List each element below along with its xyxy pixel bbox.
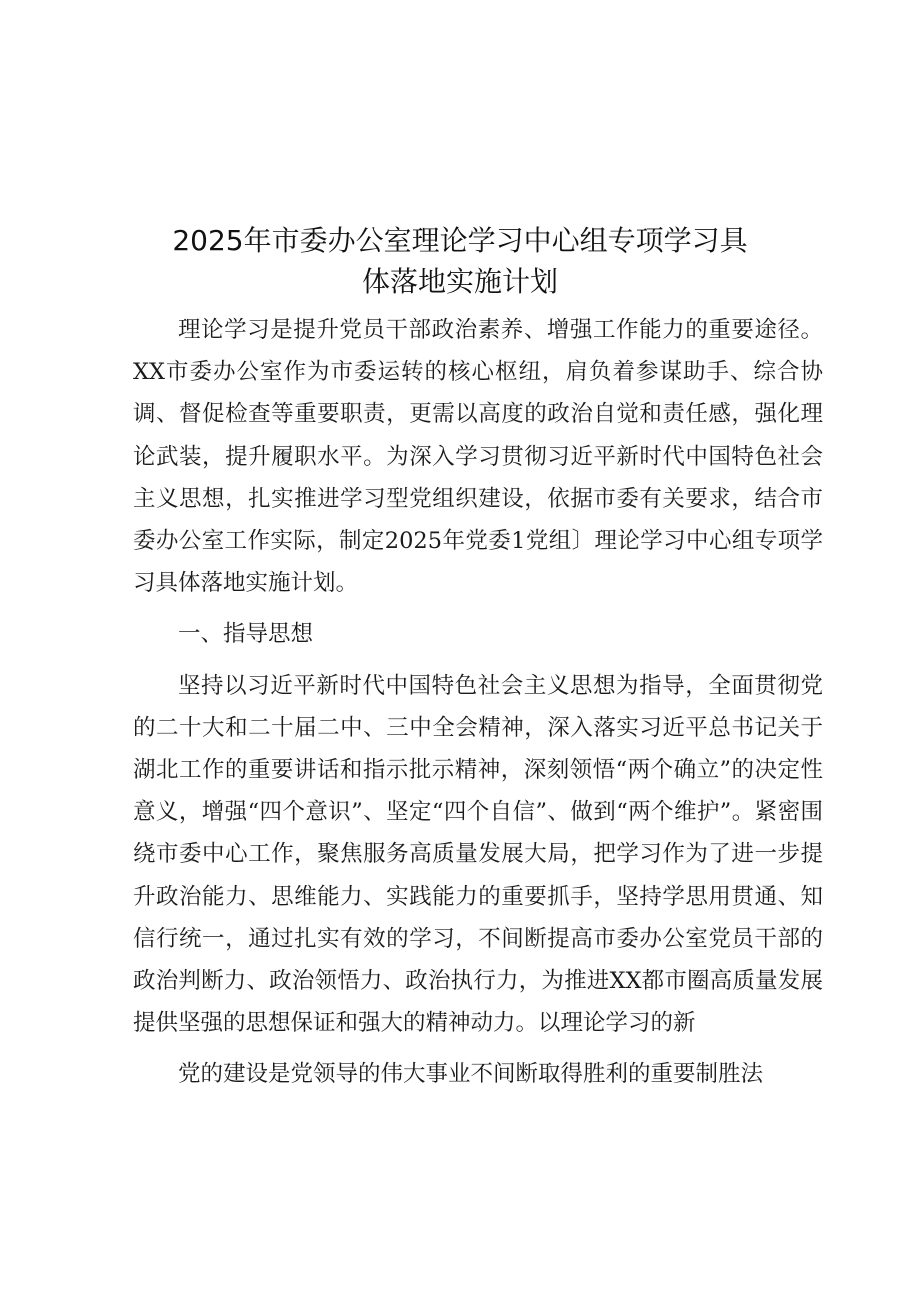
document-title-line-2: 体落地实施计划 <box>361 265 558 298</box>
intro-paragraph: 理论学习是提升党员干部政治素养、增强工作能力的重要途径。XX市委办公室作为市委运转的核心枢纽，肩负着参谋助手、综合协调、督促检查等重要职责，更需以高度的政治自觉和责任感，强化理论武装，提升履职水平。为深入学习贯彻习近平新时代中国特色社会主义思想，扎实推进学习型党组织建设，依据市委有关要求，结合市委办公室工作实际，制定2025年党委1党组〕理论学习中心组专项学习具体落地实施计划。 <box>133 317 823 597</box>
guiding-ideology-paragraph: 坚持以习近平新时代中国特色社会主义思想为指导，全面贯彻党的二十大和二十届二中、三中全会精神，深入落实习近平总书记关于湖北工作的重要讲话和指示批示精神，深刻领悟“两个确立”的决定性意义，增强“四个意识”、坚定“四个自信”、做到“两个维护”。紧密围绕市委中心工作，聚焦服务高质量发展大局，把学习作为了进一步提升政治能力、思维能力、实践能力的重要抓手，坚持学思用贯通、知信行统一，通过扎实有效的学习，不间断提高市委办公室党员干部的政治判断力、政治领悟力、政治执行力，为推进XX都市圈高质量发展提供坚强的思想保证和强大的精神动力。以理论学习的新 <box>133 672 823 1037</box>
document-body <box>133 309 823 1105</box>
party-building-paragraph: 党的建设是党领导的伟大事业不间断取得胜利的重要制胜法 <box>178 1061 764 1088</box>
section-heading-guiding-ideology: 一、指导思想 <box>178 621 314 648</box>
document-title-line-1: 2025年市委办公室理论学习中心组专项学习具 <box>172 224 748 257</box>
